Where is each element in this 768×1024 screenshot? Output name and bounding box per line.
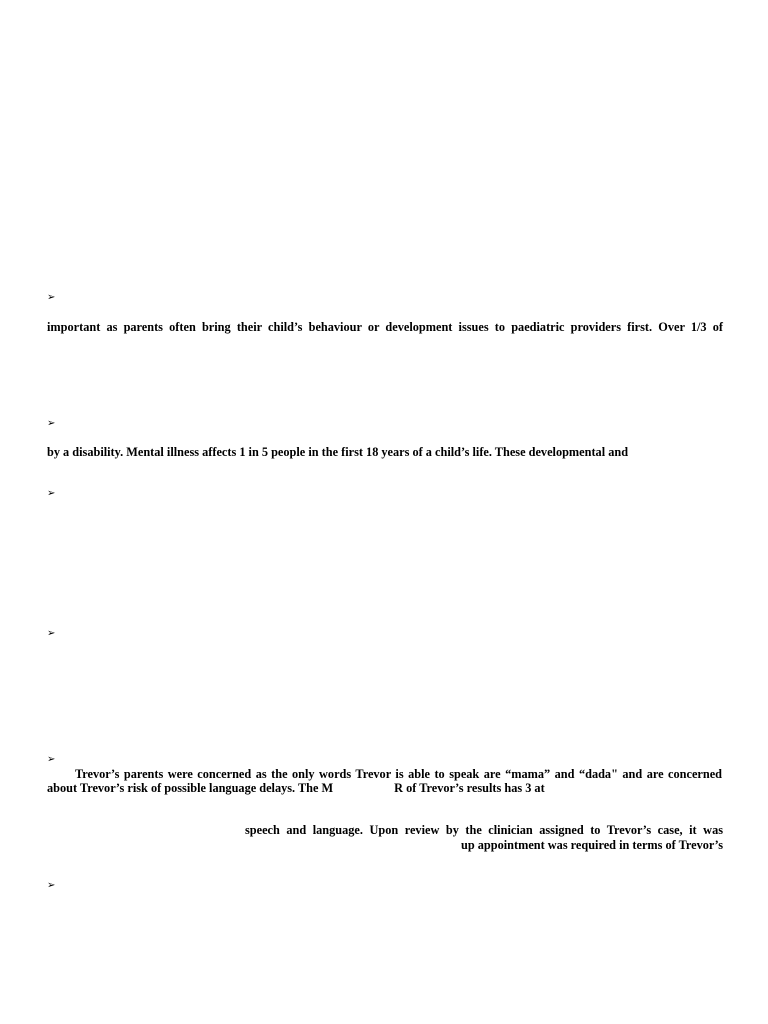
bullet-arrow-icon: ➢ [47,488,56,499]
paragraph-line [47,781,545,795]
paragraph-line: up appointment was required in terms of Trevor’s [461,838,723,852]
bullet-arrow-icon: ➢ [47,418,56,429]
paragraph-line: Trevor’s parents were concerned as the only words Trevor is able to speak are “mama” and “dada" and are concerned [75,767,722,781]
paragraph-line: speech and language. Upon review by the clinician assigned to Trevor’s case, it was [245,823,723,837]
bullet-arrow-icon: ➢ [47,292,56,303]
paragraph-line: important as parents often bring their child’s behaviour or development issues to paediatric providers first. Over 1/3 of [47,320,723,334]
bullet-arrow-icon: ➢ [47,880,56,891]
bullet-arrow-icon: ➢ [47,628,56,639]
paragraph-line: by a disability. Mental illness affects 1 in 5 people in the first 18 years of a child’s life. These developmental and [47,445,629,459]
text-fragment: R of Trevor’s results has 3 at [394,781,545,795]
bullet-arrow-icon: ➢ [47,754,56,765]
text-fragment: about Trevor’s risk of possible language delays. The M [47,781,334,795]
